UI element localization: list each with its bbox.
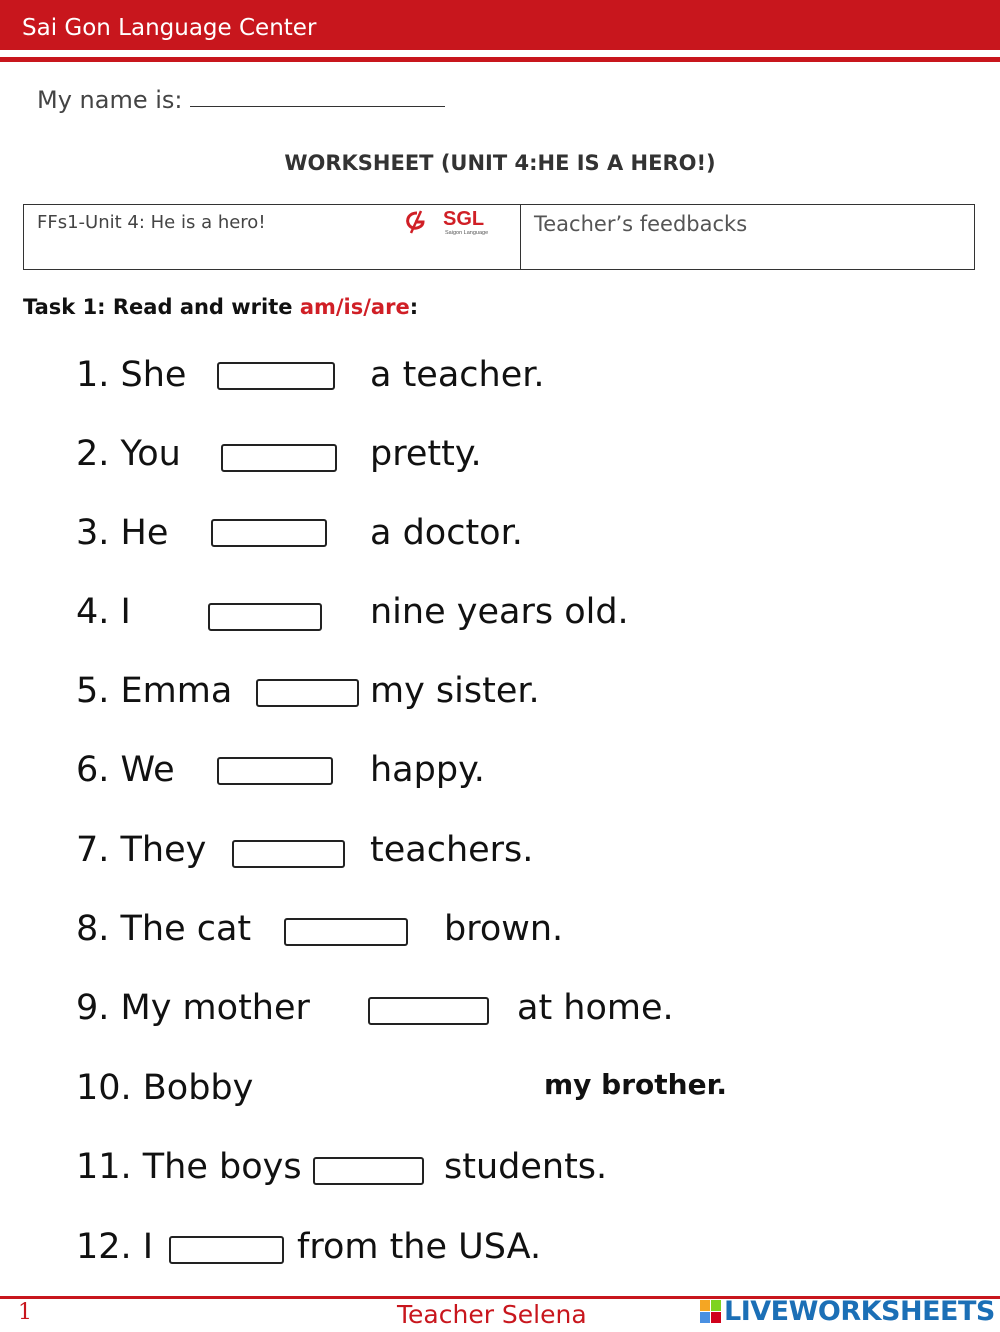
worksheet-title: WORKSHEET (UNIT 4:HE IS A HERO!) bbox=[284, 151, 716, 175]
name-label: My name is: bbox=[37, 86, 183, 114]
question-6-predicate: happy. bbox=[370, 750, 485, 790]
question-8-predicate: brown. bbox=[444, 909, 564, 949]
question-12-answer-input[interactable] bbox=[169, 1236, 284, 1264]
task1-heading-prefix: Task 1: Read and write bbox=[23, 295, 300, 319]
question-7-subject: 7. They bbox=[76, 830, 207, 870]
question-8-answer-input[interactable] bbox=[284, 918, 408, 946]
question-4-subject: 4. I bbox=[76, 592, 131, 632]
sgl-logo-subtext: Saigon Language bbox=[445, 230, 489, 236]
question-7-answer-input[interactable] bbox=[232, 840, 345, 868]
sgl-logo-icon bbox=[403, 207, 503, 237]
task1-heading-suffix: : bbox=[409, 295, 419, 319]
question-5-answer-input[interactable] bbox=[256, 679, 359, 707]
name-input-line[interactable] bbox=[190, 106, 445, 107]
question-6-answer-input[interactable] bbox=[217, 757, 333, 785]
question-10-predicate: my brother. bbox=[544, 1068, 728, 1101]
question-2-predicate: pretty. bbox=[370, 434, 482, 474]
question-9-predicate: at home. bbox=[517, 988, 674, 1028]
teacher-feedback-label: Teacher’s feedbacks bbox=[534, 212, 748, 236]
task1-heading bbox=[23, 295, 418, 319]
course-label: FFs1-Unit 4: He is a hero! bbox=[37, 212, 266, 233]
page-number: 1 bbox=[18, 1300, 32, 1325]
liveworksheets-brand[interactable]: LIVEWORKSHEETS bbox=[724, 1296, 995, 1327]
question-4-answer-input[interactable] bbox=[208, 603, 322, 631]
question-12-subject: 12. I bbox=[76, 1227, 154, 1267]
question-11-predicate: students. bbox=[444, 1147, 608, 1187]
question-3-answer-input[interactable] bbox=[211, 519, 327, 547]
question-11-answer-input[interactable] bbox=[313, 1157, 424, 1185]
question-10-subject: 10. Bobby bbox=[76, 1068, 254, 1108]
question-8-subject: 8. The cat bbox=[76, 909, 252, 949]
question-9-subject: 9. My mother bbox=[76, 988, 310, 1028]
question-9-answer-input[interactable] bbox=[368, 997, 489, 1025]
question-12-predicate: from the USA. bbox=[297, 1227, 542, 1267]
task1-heading-highlight: am/is/are bbox=[299, 295, 410, 319]
sgl-logo-text: SGL bbox=[443, 208, 485, 230]
question-5-predicate: my sister. bbox=[370, 671, 540, 711]
info-table-divider bbox=[520, 204, 521, 270]
question-2-answer-input[interactable] bbox=[221, 444, 337, 472]
question-3-subject: 3. He bbox=[76, 513, 169, 553]
liveworksheets-logo-icon bbox=[700, 1300, 722, 1324]
question-2-subject: 2. You bbox=[76, 434, 181, 474]
question-4-predicate: nine years old. bbox=[370, 592, 629, 632]
question-1-predicate: a teacher. bbox=[370, 355, 545, 395]
question-1-subject: 1. She bbox=[76, 355, 187, 395]
footer-teacher-name: Teacher Selena bbox=[397, 1300, 587, 1329]
header-rule bbox=[0, 57, 1000, 62]
question-5-subject: 5. Emma bbox=[76, 671, 233, 711]
question-6-subject: 6. We bbox=[76, 750, 175, 790]
question-11-subject: 11. The boys bbox=[76, 1147, 302, 1187]
question-3-predicate: a doctor. bbox=[370, 513, 523, 553]
question-7-predicate: teachers. bbox=[370, 830, 534, 870]
question-1-answer-input[interactable] bbox=[217, 362, 335, 390]
header-title: Sai Gon Language Center bbox=[22, 15, 317, 41]
